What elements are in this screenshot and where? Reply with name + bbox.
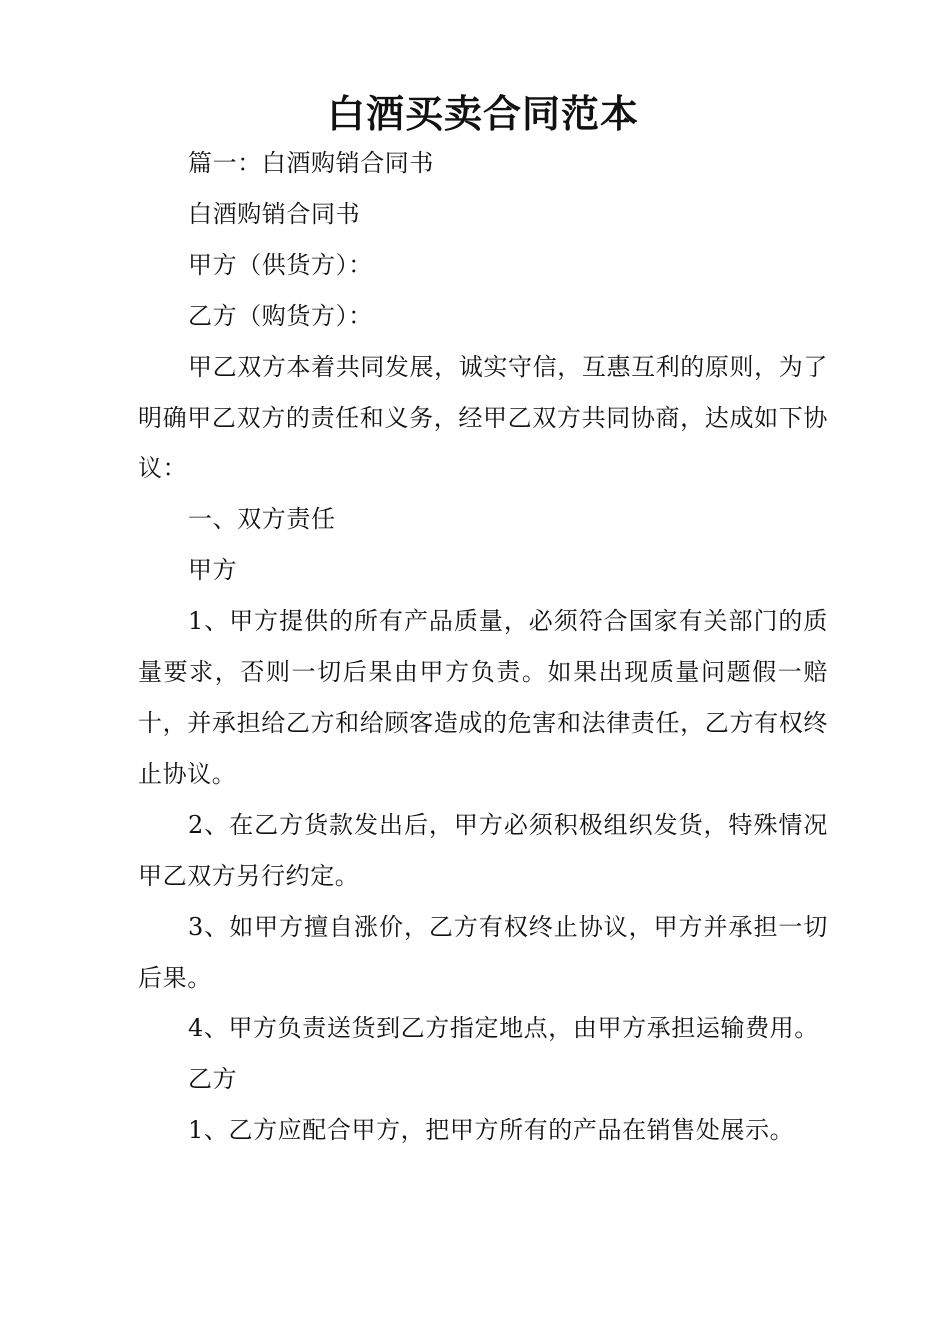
paragraph-party-a: 甲方（供货方）： bbox=[188, 250, 373, 279]
paragraph-contract-name: 白酒购销合同书 bbox=[188, 199, 361, 228]
paragraph-party-b-clause-1: 1、乙方应配合甲方，把甲方所有的产品在销售处展示。 bbox=[188, 1116, 795, 1145]
document-title: 白酒买卖合同范本 bbox=[326, 91, 639, 136]
paragraph-party-b-heading: 乙方 bbox=[188, 1065, 238, 1094]
paragraph-party-a-clause-1: 1、甲方提供的所有产品质量，必须符合国家有关部门的质量要求，否则一切后果由甲方负责。如果出现质量问题假一赔十，并承担给乙方和给顾客造成的危害和法律责任，乙方有权终止协议。 bbox=[138, 607, 828, 788]
paragraph-responsibilities-heading: 一、双方责任 bbox=[188, 505, 336, 534]
paragraph-section-heading: 篇一：白酒购销合同书 bbox=[188, 149, 434, 177]
paragraph-preamble: 甲乙双方本着共同发展，诚实守信，互惠互利的原则，为了明确甲乙双方的责任和义务，经甲乙双方共同协商，达成如下协议： bbox=[138, 352, 828, 483]
paragraph-party-a-heading: 甲方 bbox=[188, 556, 238, 585]
document-body bbox=[138, 138, 828, 1156]
paragraph-party-a-clause-2: 2、在乙方货款发出后，甲方必须积极组织发货，特殊情况甲乙双方另行约定。 bbox=[138, 810, 828, 890]
paragraph-party-a-clause-3: 3、如甲方擅自涨价，乙方有权终止协议，甲方并承担一切后果。 bbox=[138, 912, 828, 992]
paragraph-party-a-clause-4: 4、甲方负责送货到乙方指定地点，由甲方承担运输费用。 bbox=[188, 1014, 819, 1043]
paragraph-party-b: 乙方（购货方）： bbox=[188, 301, 373, 330]
